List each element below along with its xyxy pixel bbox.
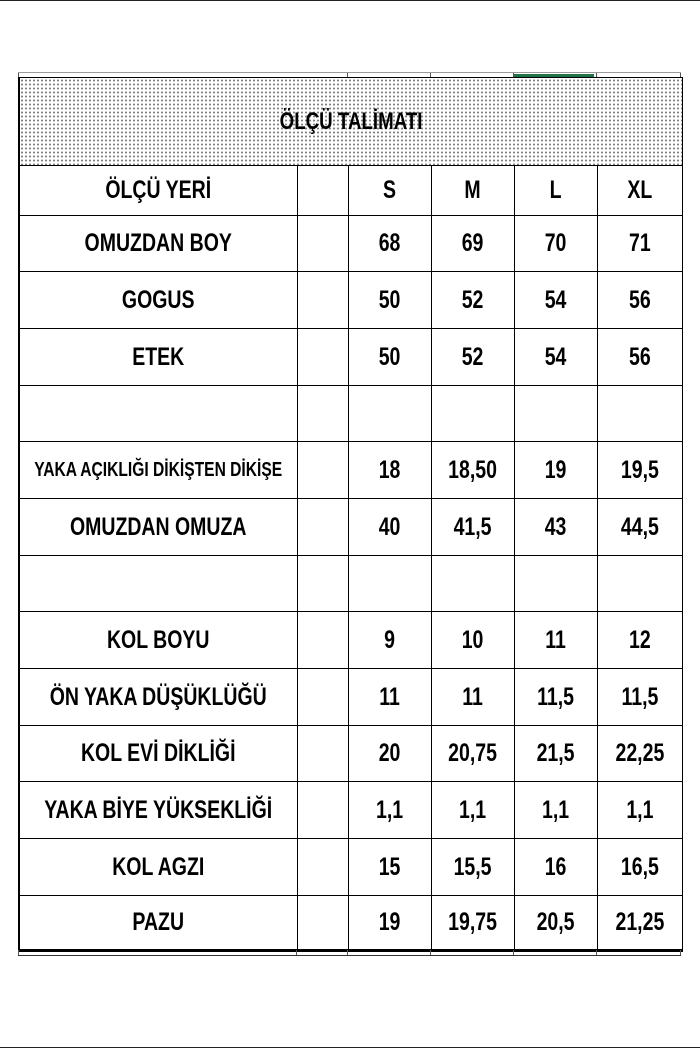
value-cell-m (431, 896, 514, 951)
blank-row (19, 556, 682, 612)
value-cell-xl (597, 669, 682, 726)
value-cell-l (514, 329, 597, 386)
value-cell-xl (597, 726, 682, 782)
spacer-cell (297, 669, 348, 726)
chart-title: ÖLÇÜ TALİMATI (279, 107, 423, 135)
blank-cell (431, 556, 514, 612)
value-cell-s (348, 896, 431, 951)
header-label-cell (19, 166, 297, 216)
value-m: 41,5 (453, 512, 492, 541)
column-tick (430, 950, 431, 955)
blank-cell (514, 386, 597, 442)
value-cell-s (348, 329, 431, 386)
measurement-row (19, 499, 682, 556)
measurement-label-cell (19, 726, 297, 782)
value-l: 16 (544, 852, 567, 881)
value-cell-xl (597, 782, 682, 839)
value-s: 50 (378, 285, 401, 314)
column-tick (296, 950, 297, 955)
blank-cell (514, 556, 597, 612)
measurement-label: OMUZDAN BOY (84, 229, 232, 257)
blank-cell (597, 386, 682, 442)
measurement-label-cell (19, 669, 297, 726)
measurement-row (19, 329, 682, 386)
value-s: 68 (378, 229, 401, 257)
measurement-label-cell (19, 782, 297, 839)
value-m: 11 (462, 682, 483, 711)
measurement-label-cell (19, 216, 297, 272)
size-header-cell-s (348, 166, 431, 216)
value-s: 9 (384, 625, 395, 654)
spacer-cell (297, 896, 348, 951)
value-cell-m (431, 726, 514, 782)
value-l: 43 (544, 512, 567, 541)
measurement-label-cell (19, 329, 297, 386)
page-bottom-border (0, 1047, 700, 1048)
value-cell-m (431, 216, 514, 272)
value-l: 21,5 (536, 739, 575, 767)
blank-row (19, 386, 682, 442)
value-cell-s (348, 612, 431, 669)
value-m: 18,50 (448, 455, 497, 484)
blank-cell (19, 556, 297, 612)
value-m: 52 (461, 285, 484, 314)
size-header-cell-m (431, 166, 514, 216)
value-s: 19 (378, 908, 401, 936)
blank-cell (297, 556, 348, 612)
value-s: 20 (378, 739, 401, 767)
column-ticks-bottom (18, 950, 681, 956)
column-tick (596, 950, 597, 955)
value-cell-s (348, 669, 431, 726)
blank-cell (597, 556, 682, 612)
value-cell-m (431, 499, 514, 556)
value-xl: 16,5 (620, 852, 659, 881)
value-m: 15,5 (453, 852, 492, 881)
value-m: 69 (461, 229, 484, 257)
value-cell-s (348, 272, 431, 329)
value-l: 19 (544, 455, 567, 484)
value-s: 11 (379, 682, 400, 711)
value-cell-l (514, 216, 597, 272)
size-header-cell-xl (597, 166, 682, 216)
value-cell-l (514, 669, 597, 726)
size-header-m: M (464, 176, 481, 204)
size-header-l: L (549, 176, 562, 204)
size-header-s: S (382, 176, 397, 204)
value-m: 10 (461, 625, 484, 654)
size-chart-table (18, 77, 683, 952)
title-row (19, 78, 682, 166)
value-cell-xl (597, 216, 682, 272)
measurement-label: PAZU (132, 908, 185, 936)
value-cell-xl (597, 329, 682, 386)
value-xl: 56 (628, 285, 651, 314)
value-cell-l (514, 782, 597, 839)
measurement-row (19, 669, 682, 726)
measurement-row (19, 839, 682, 896)
value-cell-l (514, 272, 597, 329)
size-header-cell-l (514, 166, 597, 216)
value-cell-m (431, 612, 514, 669)
value-cell-xl (597, 272, 682, 329)
column-tick (347, 950, 348, 955)
value-cell-s (348, 839, 431, 896)
measurement-label: ETEK (132, 342, 185, 371)
value-cell-m (431, 782, 514, 839)
blank-cell (19, 386, 297, 442)
value-l: 54 (544, 285, 567, 314)
value-cell-l (514, 839, 597, 896)
column-tick (18, 950, 19, 955)
value-cell-m (431, 839, 514, 896)
measurement-label: KOL AGZI (112, 852, 205, 881)
value-l: 11,5 (537, 682, 574, 711)
measurement-label: GOGUS (121, 285, 195, 314)
value-cell-m (431, 669, 514, 726)
value-l: 1,1 (541, 795, 570, 824)
value-cell-s (348, 499, 431, 556)
value-cell-s (348, 726, 431, 782)
value-xl: 11,5 (621, 682, 658, 711)
value-l: 20,5 (536, 908, 575, 936)
blank-cell (348, 386, 431, 442)
measurement-row (19, 442, 682, 499)
size-header-xl: XL (627, 176, 653, 204)
measurement-label-cell (19, 896, 297, 951)
value-xl: 21,25 (615, 908, 664, 936)
measurement-row (19, 272, 682, 329)
spacer-cell (297, 726, 348, 782)
column-tick (513, 950, 514, 955)
value-cell-xl (597, 896, 682, 951)
value-cell-l (514, 726, 597, 782)
measurement-label-cell (19, 612, 297, 669)
value-cell-l (514, 896, 597, 951)
value-xl: 12 (628, 625, 651, 654)
value-l: 70 (544, 229, 567, 257)
measurement-label-cell (19, 272, 297, 329)
value-xl: 19,5 (620, 455, 659, 484)
value-l: 54 (544, 342, 567, 371)
measurement-label-cell (19, 442, 297, 499)
measurement-row (19, 782, 682, 839)
value-cell-l (514, 612, 597, 669)
measurement-row (19, 216, 682, 272)
spacer-cell (297, 839, 348, 896)
blank-cell (431, 386, 514, 442)
value-xl: 56 (628, 342, 651, 371)
measurement-label-cell (19, 499, 297, 556)
column-tick (680, 950, 681, 955)
value-cell-s (348, 442, 431, 499)
value-s: 50 (378, 342, 401, 371)
blank-cell (348, 556, 431, 612)
header-row (19, 166, 682, 216)
value-cell-m (431, 329, 514, 386)
value-cell-l (514, 442, 597, 499)
spacer-cell (297, 329, 348, 386)
value-xl: 22,25 (615, 739, 664, 767)
title-cell (19, 78, 682, 166)
value-cell-m (431, 272, 514, 329)
spacer-cell (297, 442, 348, 499)
spacer-cell (297, 499, 348, 556)
measurement-label: KOL BOYU (106, 625, 210, 654)
measurement-row (19, 612, 682, 669)
spacer-cell (297, 166, 348, 216)
spacer-cell (297, 612, 348, 669)
value-cell-s (348, 782, 431, 839)
blank-cell (297, 386, 348, 442)
header-measurement-point: ÖLÇÜ YERİ (105, 176, 212, 204)
measurement-label-cell (19, 839, 297, 896)
measurement-label: YAKA AÇIKLIĞI DİKİŞTEN DİKİŞE (34, 458, 283, 481)
value-cell-xl (597, 612, 682, 669)
value-m: 20,75 (448, 739, 497, 767)
spacer-cell (297, 272, 348, 329)
measurement-label: OMUZDAN OMUZA (69, 512, 247, 541)
measurement-row (19, 726, 682, 782)
measurement-label: YAKA BİYE YÜKSEKLİĞİ (44, 795, 273, 824)
value-cell-l (514, 499, 597, 556)
value-xl: 71 (628, 229, 651, 257)
value-xl: 1,1 (625, 795, 654, 824)
spacer-cell (297, 216, 348, 272)
value-s: 18 (378, 455, 401, 484)
value-xl: 44,5 (620, 512, 659, 541)
value-s: 1,1 (375, 795, 404, 824)
value-s: 40 (378, 512, 401, 541)
value-m: 19,75 (448, 908, 497, 936)
value-cell-xl (597, 499, 682, 556)
value-l: 11 (545, 625, 566, 654)
page-top-border (0, 0, 700, 1)
value-m: 52 (461, 342, 484, 371)
value-cell-xl (597, 839, 682, 896)
value-cell-s (348, 216, 431, 272)
value-cell-xl (597, 442, 682, 499)
value-s: 15 (378, 852, 401, 881)
spacer-cell (297, 782, 348, 839)
value-m: 1,1 (458, 795, 487, 824)
measurement-label: ÖN YAKA DÜŞÜKLÜĞÜ (49, 682, 267, 711)
measurement-label: KOL EVİ DİKLİĞİ (80, 739, 236, 767)
value-cell-m (431, 442, 514, 499)
measurement-row (19, 896, 682, 951)
